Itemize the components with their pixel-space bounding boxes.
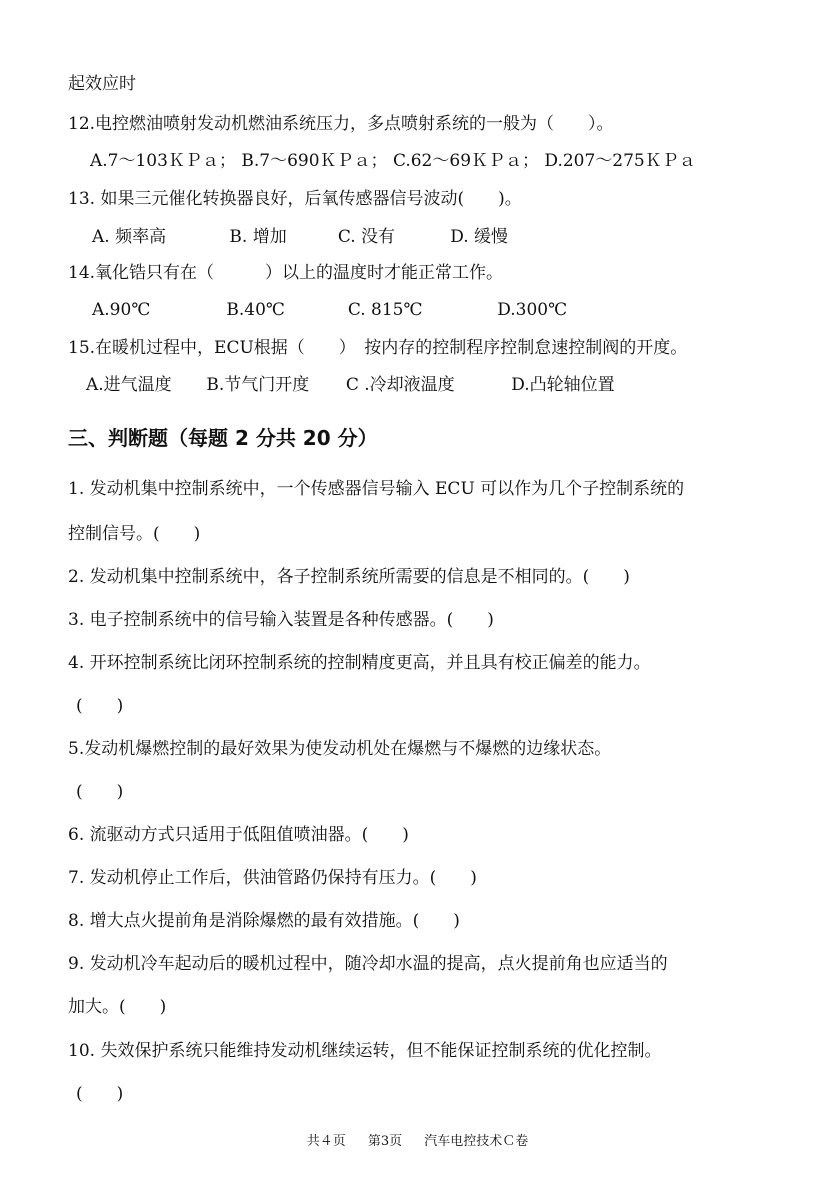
judgement-6: 6. 流驱动方式只适用于低阻值喷油器。( ) [68, 825, 409, 845]
judgement-1-line-1: 1. 发动机集中控制系统中，一个传感器信号输入 ECU 可以作为几个子控制系统的 [68, 479, 685, 499]
option-c: C.62～69ＫＰａ； [392, 151, 540, 171]
question-14-options [92, 299, 567, 321]
option-d: D.凸轮轴位置 [511, 375, 615, 395]
judgement-4-line-2: ( ) [76, 696, 124, 716]
option-c: C. 没有 [337, 227, 396, 247]
judgement-10-line-1: 10. 失效保护系统只能维持发动机继续运转，但不能保证控制系统的优化控制。 [68, 1041, 662, 1061]
question-13-stem: 13. 如果三元催化转换器良好，后氧传感器信号波动( )。 [68, 189, 522, 209]
judgement-4-line-1: 4. 开环控制系统比闭环控制系统的控制精度更高，并且具有校正偏差的能力。 [68, 653, 651, 673]
option-d: D.300℃ [497, 300, 568, 320]
option-b: B.40℃ [226, 300, 285, 320]
page-footer [0, 1133, 835, 1151]
option-d: D. 缓慢 [450, 227, 509, 247]
section-title: 三、判断题（每题 2 分共 20 分） [68, 426, 378, 450]
carryover-text: 起效应时 [68, 74, 136, 94]
option-d: D.207～275ＫＰａ [544, 151, 696, 171]
judgement-9-line-1: 9. 发动机冷车起动后的暖机过程中，随冷却水温的提高，点火提前角也应适当的 [68, 954, 668, 974]
judgement-5-line-1: 5.发动机爆燃控制的最好效果为使发动机处在爆燃与不爆燃的边缘状态。 [68, 739, 612, 759]
option-a: A.90℃ [92, 300, 151, 320]
question-15-options [86, 374, 615, 396]
option-b: B.7～690ＫＰａ； [241, 151, 388, 171]
judgement-3: 3. 电子控制系统中的信号输入装置是各种传感器。( ) [68, 610, 494, 630]
question-12-stem: 12.电控燃油喷射发动机燃油系统压力，多点喷射系统的一般为（ ）。 [68, 114, 614, 134]
question-15-stem: 15.在暖机过程中，ECU根据（ ） 按内存的控制程序控制怠速控制阀的开度。 [68, 338, 688, 358]
judgement-1-line-2: 控制信号。( ) [68, 524, 201, 544]
question-14-stem: 14.氧化锆只有在（ ）以上的温度时才能正常工作。 [68, 263, 504, 283]
option-a: A. 频率高 [92, 227, 167, 247]
current-page: 第3页 [367, 1134, 403, 1149]
option-b: B.节气门开度 [206, 375, 310, 395]
judgement-8: 8. 增大点火提前角是消除爆燃的最有效措施。( ) [68, 911, 460, 931]
judgement-5-line-2: ( ) [76, 782, 124, 802]
exam-title: 汽车电控技术Ｃ卷 [424, 1134, 529, 1149]
question-13-options [92, 226, 508, 248]
option-c: C. 815℃ [347, 300, 423, 320]
judgement-2: 2. 发动机集中控制系统中，各子控制系统所需要的信息是不相同的。( ) [68, 567, 630, 587]
option-a: A.进气温度 [86, 375, 172, 395]
judgement-10-line-2: ( ) [76, 1084, 124, 1104]
option-a: A.7～103ＫＰａ； [90, 151, 236, 171]
total-pages: 共４页 [306, 1134, 346, 1149]
question-12-options [90, 150, 696, 172]
judgement-7: 7. 发动机停止工作后，供油管路仍保持有压力。( ) [68, 868, 477, 888]
judgement-9-line-2: 加大。( ) [68, 997, 167, 1017]
option-c: C .冷却液温度 [345, 375, 455, 395]
option-b: B. 增加 [229, 227, 287, 247]
